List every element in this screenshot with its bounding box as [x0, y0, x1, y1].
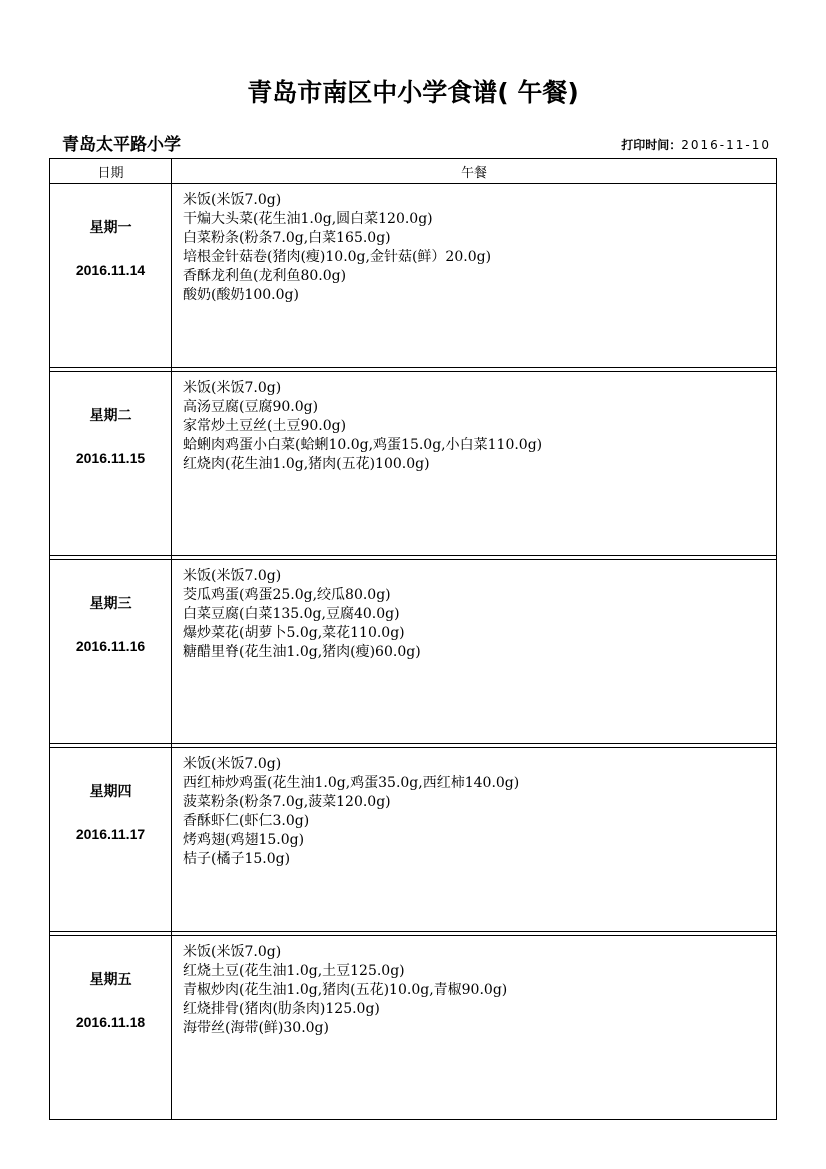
table-header-row	[50, 159, 777, 184]
lunch-items-cell	[172, 748, 777, 932]
menu-item: 培根金针菇卷(猪肉(瘦)10.0g,金针菇(鲜）20.0g)	[183, 249, 492, 265]
print-time	[621, 136, 771, 153]
date-label: 2016.11.16	[75, 638, 146, 654]
date-label: 2016.11.18	[75, 1014, 146, 1030]
menu-item: 海带丝(海带(鲜)30.0g)	[183, 1020, 329, 1036]
menu-item: 烤鸡翅(鸡翅15.0g)	[183, 832, 305, 848]
date-label: 2016.11.14	[75, 262, 146, 278]
weekday-label: 星期一	[89, 220, 132, 236]
lunch-items-cell	[172, 372, 777, 556]
weekday-label: 星期四	[89, 784, 132, 800]
table-row	[50, 560, 777, 744]
menu-item: 酸奶(酸奶100.0g)	[183, 287, 299, 303]
date-label: 2016.11.15	[75, 450, 146, 466]
weekday-label: 星期三	[89, 596, 132, 612]
school-name: 青岛太平路小学	[62, 135, 181, 155]
menu-item: 糖醋里脊(花生油1.0g,猪肉(瘦)60.0g)	[183, 644, 421, 660]
date-label: 2016.11.17	[75, 826, 146, 842]
menu-item: 菠菜粉条(粉条7.0g,菠菜120.0g)	[183, 794, 391, 810]
date-cell	[50, 372, 172, 556]
menu-item: 高汤豆腐(豆腐90.0g)	[183, 399, 319, 415]
table-row	[50, 184, 777, 368]
menu-body	[50, 184, 777, 1120]
table-row	[50, 936, 777, 1120]
table-row	[50, 748, 777, 932]
menu-table	[49, 158, 777, 1120]
menu-item: 香酥虾仁(虾仁3.0g)	[183, 813, 310, 829]
header-date: 日期	[50, 159, 172, 184]
page-title: 青岛市南区中小学食谱( 午餐)	[247, 78, 579, 107]
lunch-items-cell	[172, 184, 777, 368]
menu-item: 红烧排骨(猪肉(肋条肉)125.0g)	[183, 1001, 380, 1017]
menu-item: 红烧土豆(花生油1.0g,土豆125.0g)	[183, 963, 405, 979]
menu-item: 青椒炒肉(花生油1.0g,猪肉(五花)10.0g,青椒90.0g)	[183, 982, 508, 998]
lunch-items-cell	[172, 560, 777, 744]
print-time-value: 2016-11-10	[681, 138, 771, 152]
menu-item: 米饭(米饭7.0g)	[183, 192, 282, 208]
weekday-label: 星期五	[89, 972, 132, 988]
date-cell	[50, 748, 172, 932]
menu-item: 红烧肉(花生油1.0g,猪肉(五花)100.0g)	[183, 456, 430, 472]
menu-item: 茭瓜鸡蛋(鸡蛋25.0g,绞瓜80.0g)	[183, 587, 391, 603]
menu-item: 爆炒菜花(胡萝卜5.0g,菜花110.0g)	[183, 625, 405, 641]
menu-item: 米饭(米饭7.0g)	[183, 756, 282, 772]
header-lunch: 午餐	[172, 159, 777, 184]
lunch-items-cell	[172, 936, 777, 1120]
menu-item: 家常炒土豆丝(土豆90.0g)	[183, 418, 347, 434]
menu-item: 西红柿炒鸡蛋(花生油1.0g,鸡蛋35.0g,西红柿140.0g)	[183, 775, 520, 791]
menu-item: 香酥龙利鱼(龙利鱼80.0g)	[183, 268, 347, 284]
menu-item: 米饭(米饭7.0g)	[183, 380, 282, 396]
menu-item: 米饭(米饭7.0g)	[183, 944, 282, 960]
menu-item: 干煸大头菜(花生油1.0g,圆白菜120.0g)	[183, 211, 433, 227]
weekday-label: 星期二	[89, 408, 132, 424]
menu-item: 蛤蜊肉鸡蛋小白菜(蛤蜊10.0g,鸡蛋15.0g,小白菜110.0g)	[183, 437, 543, 453]
print-time-label: 打印时间：	[621, 138, 682, 152]
date-cell	[50, 936, 172, 1120]
table-row	[50, 372, 777, 556]
menu-item: 米饭(米饭7.0g)	[183, 568, 282, 584]
menu-item: 白菜粉条(粉条7.0g,白菜165.0g)	[183, 230, 391, 246]
date-cell	[50, 560, 172, 744]
date-cell	[50, 184, 172, 368]
menu-item: 桔子(橘子15.0g)	[183, 851, 291, 867]
menu-item: 白菜豆腐(白菜135.0g,豆腐40.0g)	[183, 606, 400, 622]
